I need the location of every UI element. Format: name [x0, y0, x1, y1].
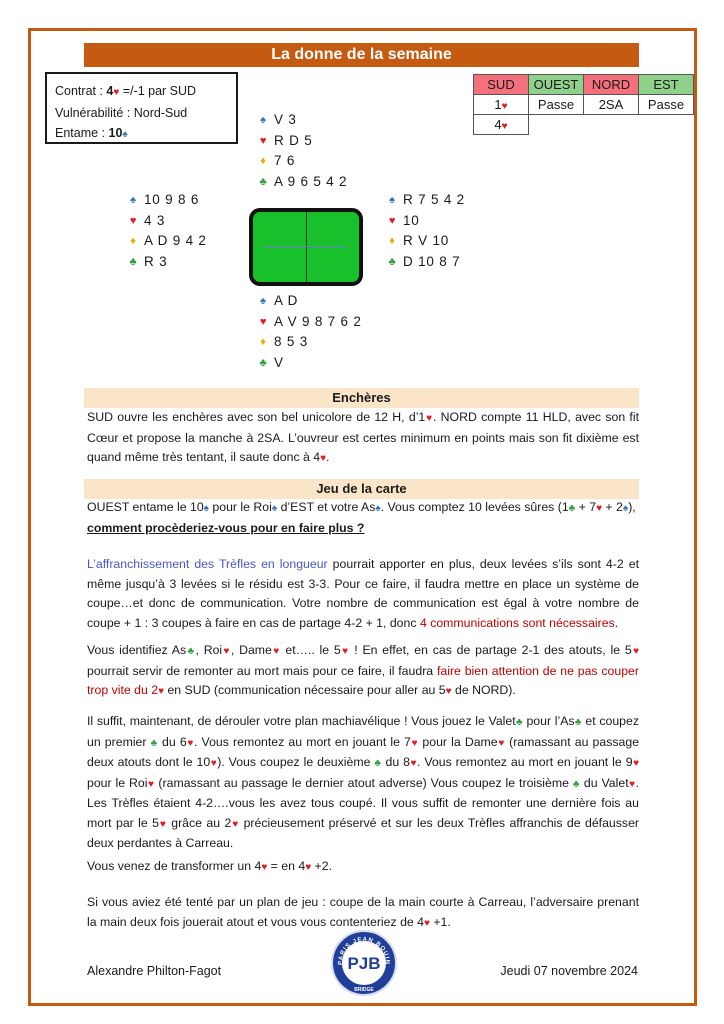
- spade-icon: ♠: [389, 194, 396, 206]
- diamond-icon: ♦: [260, 336, 267, 348]
- hand-nord: ♠ V 3 ♥ R D 5 ♦ 7 6 ♣ A 9 6 5 4 2: [257, 110, 347, 192]
- table-divider: [263, 246, 347, 247]
- club-icon: ♣: [150, 737, 158, 749]
- lead-line: Entame : 10♠: [55, 126, 128, 140]
- section-encheres-title: Enchères: [84, 388, 639, 408]
- bid-cell: 4♥: [474, 115, 529, 135]
- heart-icon: ♥: [158, 818, 167, 830]
- logo-text: PJB: [347, 954, 381, 973]
- heart-icon: ♥: [259, 315, 268, 328]
- heart-icon: ♥: [231, 818, 240, 830]
- bid-cell: Passe: [639, 95, 694, 115]
- heart-icon: ♥: [632, 758, 640, 769]
- spade-icon: ♠: [622, 503, 629, 514]
- jeu-paragraph-4: Il suffit, maintenant, de dérouler votre plan machiavélique ! Vous jouez le Valet♣ pour l’As♣ et coupez un premier ♣ du 6♥. Vous remontez au mort en jouant le 7♥ pour la Dame♥ (ramassant au passage deux atouts dont le 10♥). Vous coupez le deuxième ♣ du 8♥. Vous remontez au mort en jouant le 9♥ pour le Roi♥ (ramassant au passage le dernier atout adverse) Vous coupez le troisième ♣ du Valet♥. Les Trèfles étaient 4-2….vous les avez tous coupé. Il vous suffit de remonter une dernière fois au mort par le 5♥ grâce au 2♥ précieusement préservé et sur les deux Trèfles affranchis de défausser deux perdantes à Carreau.: [87, 714, 640, 850]
- encheres-paragraph: SUD ouvre les enchères avec son bel unicolore de 12 H, d’1♥. NORD compte 11 HLD, avec son fit Cœur et propose la manche à 2SA. L’ouvreur est certes minimum en points mais son fit dixième est quand même très tentant, il saute donc à 4♥.: [87, 410, 640, 464]
- contract-line: Contrat : 4♥ =/-1 par SUD: [55, 84, 197, 98]
- header-est: EST: [639, 75, 694, 95]
- header-nord: NORD: [584, 75, 639, 95]
- jeu-intro-paragraph: OUEST entame le 10♠ pour le Roi♠ d’EST et votre As♠. Vous comptez 10 levées sûres (1♣ + 7♥ + 2♠), comment procèderiez-vous pour en faire plus ?: [87, 500, 636, 535]
- spade-icon: ♠: [271, 503, 278, 514]
- heart-icon: ♥: [596, 503, 603, 514]
- club-icon: ♣: [259, 356, 268, 369]
- contract-box: [45, 72, 238, 144]
- spade-icon: ♠: [130, 194, 137, 206]
- spade-icon: ♠: [122, 129, 128, 140]
- hand-est: ♠ R 7 5 4 2 ♥ 10 ♦ R V 10 ♣ D 10 8 7: [386, 190, 465, 272]
- bid-cell: Passe: [529, 95, 584, 115]
- club-icon: ♣: [572, 778, 580, 790]
- spade-icon: ♠: [260, 295, 267, 307]
- diamond-icon: ♦: [130, 235, 137, 247]
- club-icon: ♣: [568, 503, 576, 514]
- heart-icon: ♥: [501, 101, 508, 112]
- heart-icon: ♥: [628, 778, 636, 790]
- section-jeu-title: Jeu de la carte: [84, 479, 639, 499]
- logo-subtext: BRIDGE: [354, 987, 374, 993]
- logo-ring-text: PARIS JEAN BOUIN: [337, 936, 391, 966]
- jeu-paragraph-3: Vous identifiez As♣, Roi♥, Dame♥ et….. le 5♥ ! En effet, en cas de partage 2-1 des atouts, le 5♥ pourrait servir de remonter au mort mais pour ce faire, il faudra faire bien attention de ne pas couper trop vite du 2♥ en SUD (communication nécessaire pour aller au 5♥ de NORD).: [87, 643, 640, 697]
- heart-icon: ♥: [261, 862, 268, 873]
- heart-icon: ♥: [340, 646, 350, 657]
- heart-icon: ♥: [320, 453, 327, 464]
- heart-icon: ♥: [147, 778, 155, 790]
- heart-icon: ♥: [501, 121, 508, 132]
- hand-sud: ♠ A D ♥ A V 9 8 7 6 2 ♦ 8 5 3 ♣ V: [257, 291, 362, 373]
- heart-icon: ♥: [158, 686, 165, 697]
- heart-icon: ♥: [186, 737, 195, 749]
- heart-icon: ♥: [210, 758, 218, 769]
- heart-icon: ♥: [305, 862, 312, 873]
- jeu-paragraph-2: L’affranchissement des Trèfles en longueur pourrait apporter en plus, deux levées s’ils sont 4-2 et même jusqu’à 3 levées si le résidu est 3-3. Pour ce faire, il faudra mettre en place un système de coupe…et donc de communication. Votre nombre de communication est égal à votre nombre de coupe + 1 : 3 coupes à faire en cas de partage 4-2 + 1, donc 4 communications sont nécessaires.: [87, 557, 639, 630]
- table-divider: [306, 212, 307, 282]
- author-name: Alexandre Philton-Fagot: [87, 964, 222, 978]
- bid-cell: 1♥: [474, 95, 529, 115]
- club-icon: ♣: [374, 758, 382, 769]
- auction-table: [473, 74, 694, 135]
- club-icon: ♣: [388, 255, 397, 268]
- spade-icon: ♠: [203, 503, 209, 514]
- heart-icon: ♥: [409, 758, 417, 769]
- club-logo: [330, 929, 398, 997]
- diamond-icon: ♦: [260, 155, 267, 167]
- hand-ouest: ♠ 10 9 8 6 ♥ 4 3 ♦ A D 9 4 2 ♣ R 3: [127, 190, 207, 272]
- heart-icon: ♥: [129, 214, 138, 227]
- heart-icon: ♥: [388, 214, 397, 227]
- bid-cell: 2SA: [584, 95, 639, 115]
- heart-icon: ♥: [410, 737, 419, 749]
- club-icon: ♣: [129, 255, 138, 268]
- spade-icon: ♠: [375, 503, 381, 514]
- spade-icon: ♠: [260, 114, 267, 126]
- club-icon: ♣: [186, 646, 196, 657]
- heart-icon: ♥: [259, 134, 268, 147]
- vulnerability-line: Vulnérabilité : Nord-Sud: [55, 106, 188, 120]
- bridge-table: [249, 208, 363, 286]
- heart-icon: ♥: [497, 737, 505, 749]
- heart-icon: ♥: [271, 646, 281, 657]
- heart-icon: ♥: [424, 917, 430, 929]
- header-ouest: OUEST: [529, 75, 584, 95]
- club-icon: ♣: [259, 175, 268, 188]
- club-icon: ♣: [515, 717, 523, 728]
- heart-icon: ♥: [445, 686, 452, 697]
- heart-icon: ♥: [425, 413, 433, 424]
- jeu-paragraph-6: Si vous aviez été tenté par un plan de jeu : coupe de la main courte à Carreau, l’adversaire prenant la main deux fois jouerait atout et vous vous contenteriez de 4♥ +1.: [87, 895, 639, 929]
- header-sud: SUD: [474, 75, 529, 95]
- publication-date: Jeudi 07 novembre 2024: [500, 964, 638, 978]
- jeu-paragraph-5: Vous venez de transformer un 4♥ = en 4♥ +2.: [87, 859, 332, 873]
- diamond-icon: ♦: [389, 235, 396, 247]
- heart-icon: ♥: [113, 87, 120, 98]
- heart-icon: ♥: [222, 646, 231, 657]
- page-title: La donne de la semaine: [84, 43, 639, 67]
- club-icon: ♣: [574, 717, 582, 728]
- question-text: comment procèderiez-vous pour en faire plus ?: [87, 520, 365, 535]
- heart-icon: ♥: [631, 646, 640, 657]
